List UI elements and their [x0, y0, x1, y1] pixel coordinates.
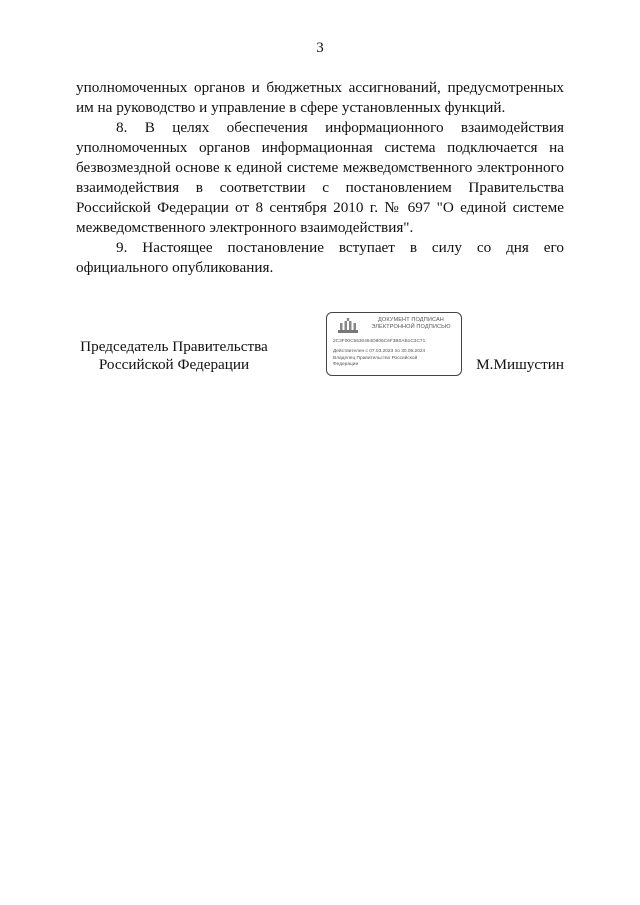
signer-title	[78, 338, 270, 374]
stamp-owner-line-2: Федерации	[333, 362, 359, 367]
stamp-validity: Действителен с 07.03.2023 по 30.05.2024	[333, 349, 426, 354]
stamp-heading-line-2: ЭЛЕКТРОННОЙ ПОДПИСЬЮ	[371, 324, 451, 330]
document-body	[76, 78, 564, 278]
signer-name: М.Мишустин	[476, 356, 564, 373]
electronic-signature-stamp	[326, 312, 462, 376]
stamp-heading-line-1: ДОКУМЕНТ ПОДПИСАН	[378, 317, 444, 323]
stamp-certificate: 2C3F00C5530464D806C6F3B0AB1C3C71	[333, 339, 426, 344]
stamp-owner-line-1: Владелец Правительство Российской	[333, 356, 418, 361]
coat-of-arms-icon	[337, 317, 359, 334]
paragraph-item-9: 9. Настоящее постановление вступает в силу со дня его официального опубликования.	[76, 239, 564, 276]
signer-title-line-2: Российской Федерации	[98, 356, 250, 373]
page-number: 3	[316, 40, 324, 56]
paragraph-continuation: уполномоченных органов и бюджетных ассигнований, предусмотренных им на руководство и управление в сфере установленных функций.	[76, 79, 564, 116]
stamp-heading	[363, 317, 459, 331]
signer-title-line-1: Председатель Правительства	[80, 338, 268, 355]
paragraph-item-8: 8. В целях обеспечения информационного взаимодействия уполномоченных органов информационная система подключается на безвозмездной основе к единой системе межведомственного электронного взаимодействия в соответствии с постановлением Правительства Российской Федерации от 8 сентября 2010 г. № 697 "О единой системе межведомственного электронного взаимодействия".	[76, 119, 564, 236]
